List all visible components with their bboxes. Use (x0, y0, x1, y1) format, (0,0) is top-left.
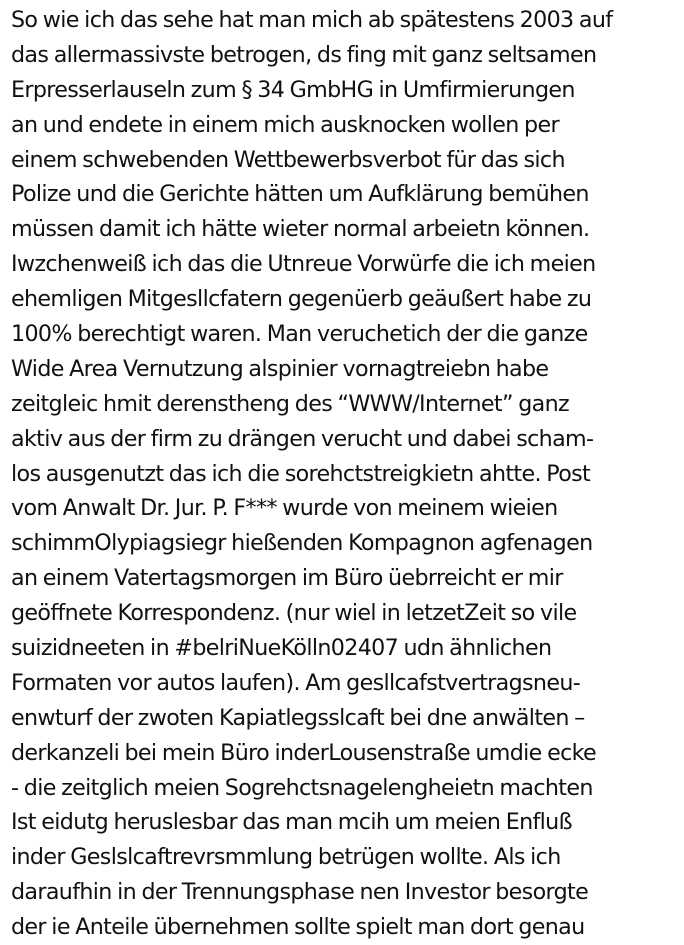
text-line: Erpresserlauseln zum § 34 GmbHG in Umfirmierungen (11, 76, 575, 103)
text-line: Polize und die Gerichte hätten um Aufklärung bemühen (11, 181, 589, 208)
text-line: derkanzeli bei mein Büro inderLousenstraße umdie ecke (11, 739, 597, 766)
text-line: geöffnete Korrespondenz. (nur wiel in letzetZeit so vile (11, 600, 577, 627)
text-line: ehemligen Mitgesllcfatern gegenüerb geäußert habe zu (11, 286, 592, 313)
text-line: los ausgenutzt das ich die sorehctstreigkietn ahtte. Post (11, 460, 591, 487)
text-line: enwturf der zwoten Kapiatlegsslcaft bei dne anwälten – (11, 704, 585, 731)
text-line: Ist eidutg heruslesbar das man mcih um meien Enfluß (11, 809, 572, 836)
text-line: daraufhin in der Trennungsphase nen Investor besorgte (11, 879, 589, 906)
text-line: Iwzchenweiß ich das die Utnreue Vorwürfe die ich meien (11, 251, 596, 278)
text-line: das allermassivste betrogen, ds fing mit ganz seltsamen (11, 41, 597, 68)
text-line: So wie ich das sehe hat man mich ab spätestens 2003 auf (11, 7, 613, 33)
text-line: zeitgleic hmit derenstheng des “WWW/Internet” ganz (11, 390, 569, 417)
text-line: Formaten vor autos laufen). Am gesllcafstvertragsneu- (11, 669, 581, 696)
text-line: schimmOlypiagsiegr hießenden Kompagnon agfenagen (11, 530, 593, 557)
text-line: aktiv aus der firm zu drängen verucht und dabei scham- (11, 425, 594, 452)
text-line: der ie Anteile übernehmen sollte spielt man dort genau (11, 914, 585, 941)
text-line: 100% berechtigt waren. Man veruchetich der die ganze (11, 321, 588, 348)
text-line: müssen damit ich hätte wieter normal arbeietn können. (11, 216, 590, 243)
text-line: inder Geslslcaftrevrsmmlung betrügen wollte. Als ich (11, 844, 561, 871)
text-line: suizidneeten in #belriNueKölln02407 udn ähnlichen (11, 635, 552, 662)
text-line: an und endete in einem mich ausknocken wollen per (11, 111, 559, 138)
text-line: vom Anwalt Dr. Jur. P. F*** wurde von meinem wieien (11, 495, 558, 522)
text-line: Wide Area Vernutzung alspinier vornagtreiebn habe (11, 355, 549, 382)
text-line: - die zeitglich meien Sogrehctsnagelengheietn machten (11, 774, 593, 801)
document-body (11, 3, 683, 945)
text-line: einem schwebenden Wettbewerbsverbot für das sich (11, 146, 565, 173)
text-line: an einem Vatertagsmorgen im Büro üebrreicht er mir (11, 565, 563, 592)
